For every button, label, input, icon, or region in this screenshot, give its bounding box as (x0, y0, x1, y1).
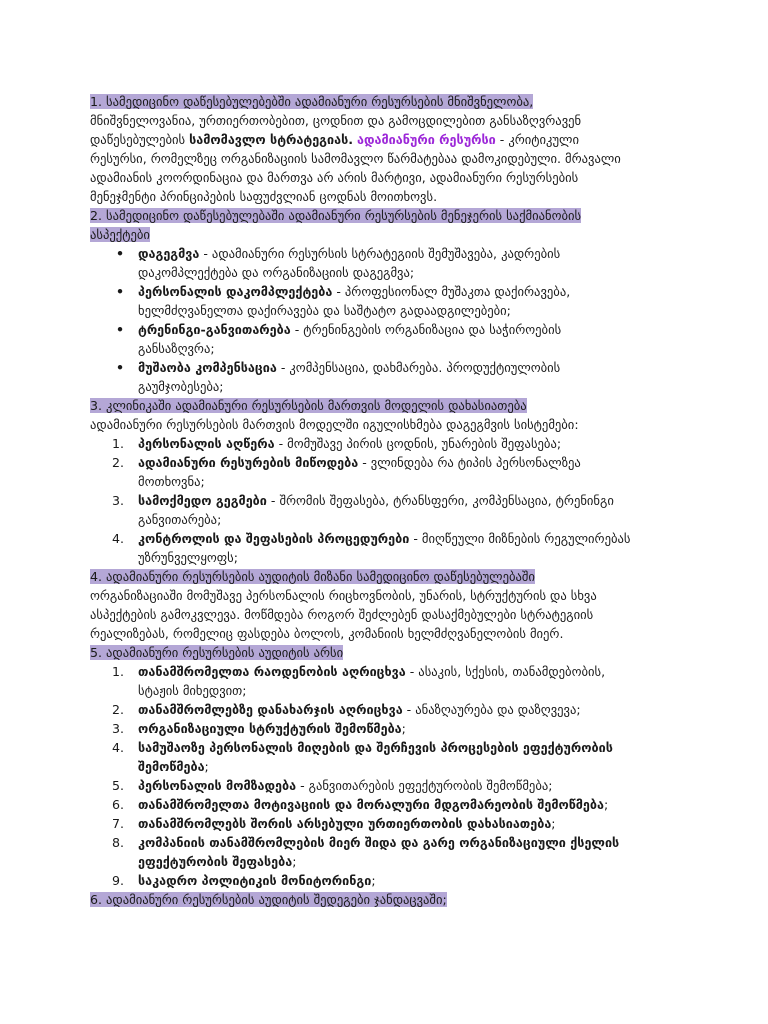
item-desc: - კომპენსაცია, დახმარება. პროდუქტიულობის (276, 360, 561, 375)
section-3 (90, 396, 690, 567)
list-item (90, 776, 690, 795)
item-term: თანამშრომელთა მოტივაციის და მორალური მდგომარეობის შემოწმება (138, 797, 604, 812)
item-desc: - ადამიანური რესურსის სტრატეგიის შემუშავება, კადრების (199, 246, 561, 261)
section-4 (90, 567, 690, 643)
section-4-heading: 4. ადამიანური რესურსების აუდიტის მიზანი სამედიცინო დაწესებულებაში (90, 569, 535, 584)
section-1-heading: 1. სამედიცინო დაწესებულებებში ადამიანური რესურსების მნიშვნელობა, (90, 94, 534, 109)
item-term: თანამშრომლებზე დანახარჯის აღრიცხვა (138, 702, 403, 717)
text: - კრიტიკული (495, 132, 579, 147)
section-6-heading: 6. ადამიანური რესურსების აუდიტის შედეგები ჯანდაცვაში; (90, 892, 447, 907)
list-item (90, 282, 690, 320)
item-term-cont: ეფექტურობის შეფასება (138, 854, 293, 869)
item-number: 1. (112, 436, 125, 451)
item-term: ადამიანური რესურების მიწოდება (138, 455, 359, 470)
list-item (90, 453, 690, 491)
item-term: მუშაობა კომპენსაცია (138, 360, 277, 375)
item-term: ტრენინგი-განვითარება (138, 322, 291, 337)
item-desc-cont: დაკომპლექტება და ორგანიზაციის დაგეგმვა; (138, 265, 415, 280)
item-desc: - მომუშავე პირის ცოდნის, უნარების შეფასება; (274, 436, 562, 451)
item-desc-cont: გაუმჯობესება; (138, 379, 224, 394)
section-4-line: ორგანიზაციაში მომუშავე პერსონალის რიცხოვნობის, უნარის, სტრუქტურის და სხვა (90, 588, 597, 603)
section-1-line: რესურსი, რომელზეც ორგანიზაციის სამომავლო წარმატებაა დამოკიდებული. მრავალი (90, 151, 621, 166)
item-desc-cont: ხელმძღვანელთა დაქირავება და საშტატო გადაადგილებები; (138, 303, 511, 318)
item-desc: - ასაკის, სქესის, თანამდებობის, (405, 664, 606, 679)
item-term: პერსონალის მომზადება (138, 778, 297, 793)
item-desc: ; (603, 797, 609, 812)
list-item (90, 491, 690, 529)
list-item (90, 434, 690, 453)
item-desc-cont: ; (292, 854, 297, 869)
list-item (90, 814, 690, 833)
section-3-intro: ადამიანური რესურსების მართვის მოდელში იგულისხმება დაგეგმვის სისტემები: (90, 417, 579, 432)
item-term: საკადრო პოლიტიკის მონიტორინგი (138, 873, 372, 888)
item-term: კონტროლის და შეფასების პროცედურები (138, 531, 410, 546)
list-item (90, 529, 690, 567)
item-desc: - მიღწეული მიზნების რეგულირებას (409, 531, 631, 546)
section-1-line: ადამიანის კოორდინაცია და მართვა არ არის მარტივი, ადამიანური რესურსების (90, 170, 579, 185)
item-number: 5. (112, 778, 125, 793)
list-item (90, 320, 690, 358)
document-page (90, 92, 690, 909)
item-number: 1. (112, 664, 125, 679)
item-term: დაგეგმვა (138, 246, 200, 261)
item-term: სამოქმედო გეგმები (138, 493, 267, 508)
list-item (90, 358, 690, 396)
item-term: თანამშრომლებს შორის არსებული ურთიერთობის დახასიათება (138, 816, 552, 831)
purple-human-resource: ადამიანური რესურსი (357, 132, 496, 147)
section-2-bullet-list (90, 244, 690, 396)
list-item (90, 244, 690, 282)
item-desc-cont: მოთხოვნა; (138, 474, 205, 489)
item-term: თანამშრომელთა რაოდენობის აღრიცხვა (138, 664, 406, 679)
section-2 (90, 206, 690, 396)
item-desc-cont: უზრუნველყოფს; (138, 550, 238, 565)
list-item (90, 833, 690, 871)
section-2-heading-cont: ასპექტები (90, 227, 150, 242)
item-number: 4. (112, 531, 125, 546)
section-2-heading: 2. სამედიცინო დაწესებულებაში ადამიანური რესურსების მენეჯერის საქმიანობის (90, 208, 582, 223)
section-4-line: რეალიზებას, რომელიც ფასდება ბოლოს, კომანიის ხელმძღვანელობის მიერ. (90, 626, 564, 641)
item-number: 4. (112, 740, 125, 755)
section-5-numbered-list (90, 662, 690, 890)
section-3-numbered-list (90, 434, 690, 567)
item-number: 2. (112, 455, 125, 470)
section-5-heading: 5. ადამიანური რესურსების აუდიტის არსი (90, 645, 344, 660)
item-number: 3. (112, 493, 125, 508)
item-desc: - ვლინდება რა ტიპის პერსონალზეა (358, 455, 581, 470)
list-item (90, 795, 690, 814)
item-number: 8. (112, 835, 125, 850)
section-1-line: მენეჯმენტი პრინციპების საფუძვლიან ცოდნას მოითხოვს. (90, 189, 438, 204)
item-desc-cont: განსაზღვრა; (138, 341, 215, 356)
item-desc-cont: განვითარება; (138, 512, 222, 527)
section-6 (90, 890, 690, 909)
item-desc: ; (371, 873, 376, 888)
item-number: 3. (112, 721, 125, 736)
item-term: პერსონალის დაკომპლექტება (138, 284, 333, 299)
item-desc: - განვითარების ეფექტურობის შემოწმება; (296, 778, 553, 793)
section-1 (90, 92, 690, 206)
bold-strategy: სამომავლო სტრატეგიას. (189, 132, 354, 147)
section-3-heading: 3. კლინიკაში ადამიანური რესურსების მართვის მოდელის დახასიათება (90, 398, 527, 413)
item-term-cont: შემოწმება (138, 759, 205, 774)
item-desc-cont: სტაჟის მიხედვით; (138, 683, 247, 698)
section-1-line-strategy (90, 130, 690, 149)
item-number: 7. (112, 816, 125, 831)
list-item (90, 700, 690, 719)
item-desc: ; (551, 816, 556, 831)
list-item (90, 738, 690, 776)
item-desc: - ანაზღაურება და დაზღვევა; (402, 702, 581, 717)
text: დაწესებულების (90, 132, 190, 147)
list-item (90, 719, 690, 738)
item-desc-cont: ; (204, 759, 209, 774)
item-desc: - შრომის შეფასება, ტრანსფერი, კომპენსაცია, ტრენინგი (266, 493, 614, 508)
item-desc: ; (401, 721, 406, 736)
item-term: კომპანიის თანამშრომლების მიერ შიდა და გარე ორგანიზაციული ქსელის (138, 835, 620, 850)
item-term: ორგანიზაციული სტრუქტურის შემოწმება (138, 721, 402, 736)
item-term: სამუშაოზე პერსონალის მიღების და შერჩევის პროცესების ეფექტურობის (138, 740, 613, 755)
section-5 (90, 643, 690, 890)
item-desc: - ტრენინგების ორგანიზაცია და საჭიროების (290, 322, 562, 337)
section-4-line: ასპექტების გამოკვლევა. მოწმდება როგორ შეძლებენ დასაქმებულები სტრატეგიის (90, 607, 594, 622)
item-term: პერსონალის აღწერა (138, 436, 275, 451)
item-number: 6. (112, 797, 125, 812)
section-1-line: მნიშვნელოვანია, ურთიერთობებით, ცოდნით და გამოცდილებით განსაზღვრავენ (90, 113, 582, 128)
item-number: 9. (112, 873, 125, 888)
item-desc: - პროფესიონალ მუშაკთა დაქირავება, (332, 284, 571, 299)
list-item (90, 871, 690, 890)
item-number: 2. (112, 702, 125, 717)
list-item (90, 662, 690, 700)
